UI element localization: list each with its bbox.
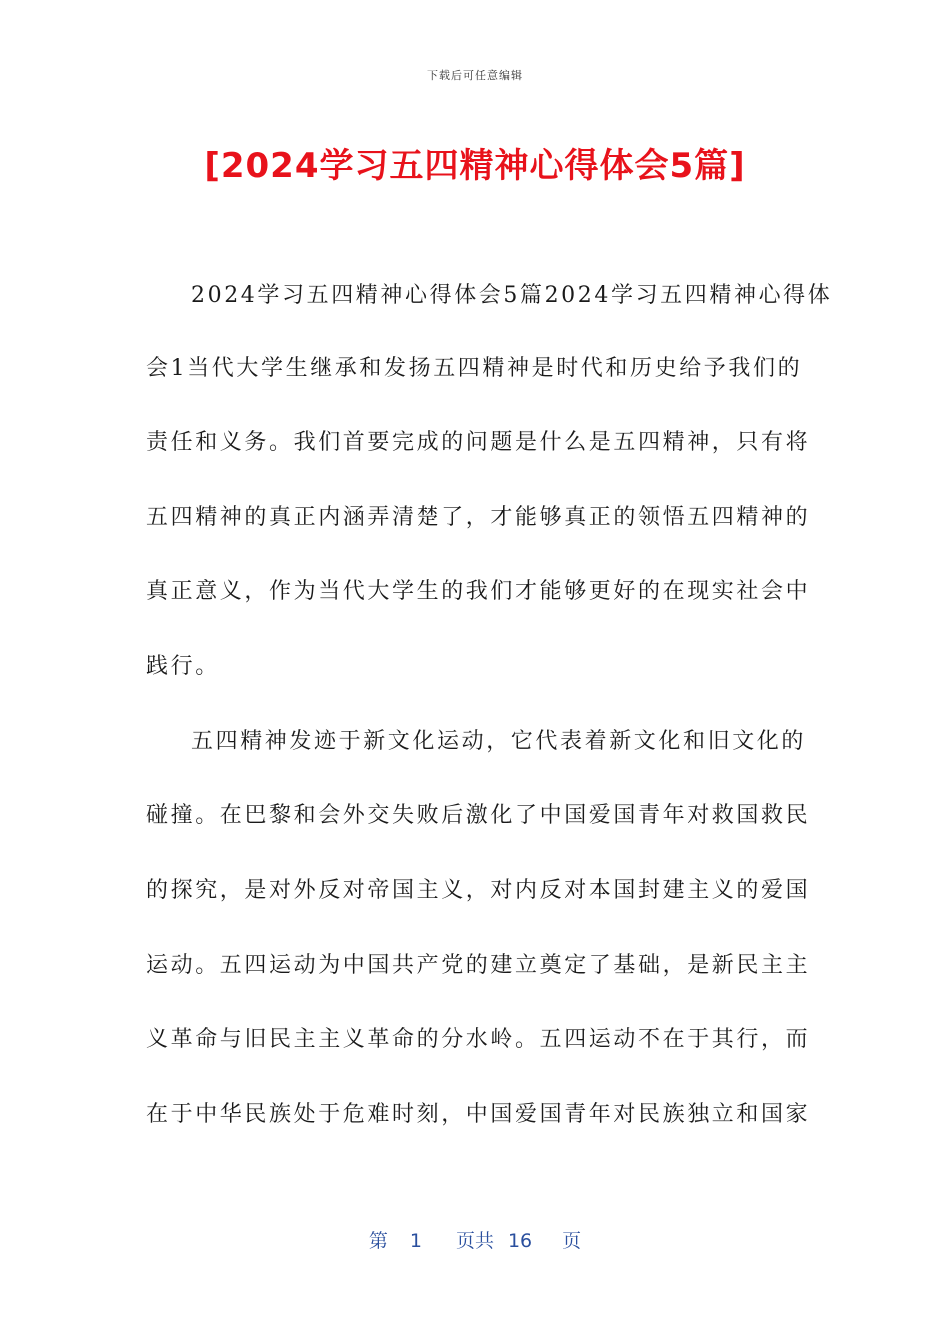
body-line: 践行。 [146, 654, 220, 679]
body-line: 运动。五四运动为中国共产党的建立奠定了基础，是新民主主 [146, 953, 811, 978]
body-line: 真正意义，作为当代大学生的我们才能够更好的在现实社会中 [146, 579, 811, 604]
body-line: 会1当代大学生继承和发扬五四精神是时代和历史给予我们的 [146, 356, 803, 381]
body-line: 五四精神的真正内涵弄清楚了，才能够真正的领悟五四精神的 [146, 505, 811, 530]
body-line: 义革命与旧民主主义革命的分水岭。五四运动不在于其行，而 [146, 1027, 811, 1052]
footer-page-suffix: 页 [562, 1230, 582, 1252]
footer-page-total: 16 [507, 1230, 533, 1252]
body-line: 五四精神发迹于新文化运动，它代表着新文化和旧文化的 [191, 729, 807, 754]
header-note: 下载后可任意编辑 [427, 69, 523, 82]
page-footer [0, 1226, 950, 1253]
document-title: [2024学习五四精神心得体会5篇] [204, 146, 746, 186]
footer-page-middle: 页共 [455, 1230, 494, 1252]
body-line: 责任和义务。我们首要完成的问题是什么是五四精神，只有将 [146, 430, 811, 455]
footer-page-number: 1 [409, 1230, 422, 1252]
footer-page-prefix: 第 [368, 1230, 388, 1252]
body-line: 在于中华民族处于危难时刻，中国爱国青年对民族独立和国家 [146, 1102, 811, 1127]
body-line: 2024学习五四精神心得体会5篇2024学习五四精神心得体 [191, 283, 833, 308]
body-line: 的探究，是对外反对帝国主义，对内反对本国封建主义的爱国 [146, 878, 811, 903]
body-line: 碰撞。在巴黎和会外交失败后激化了中国爱国青年对救国救民 [146, 803, 811, 828]
